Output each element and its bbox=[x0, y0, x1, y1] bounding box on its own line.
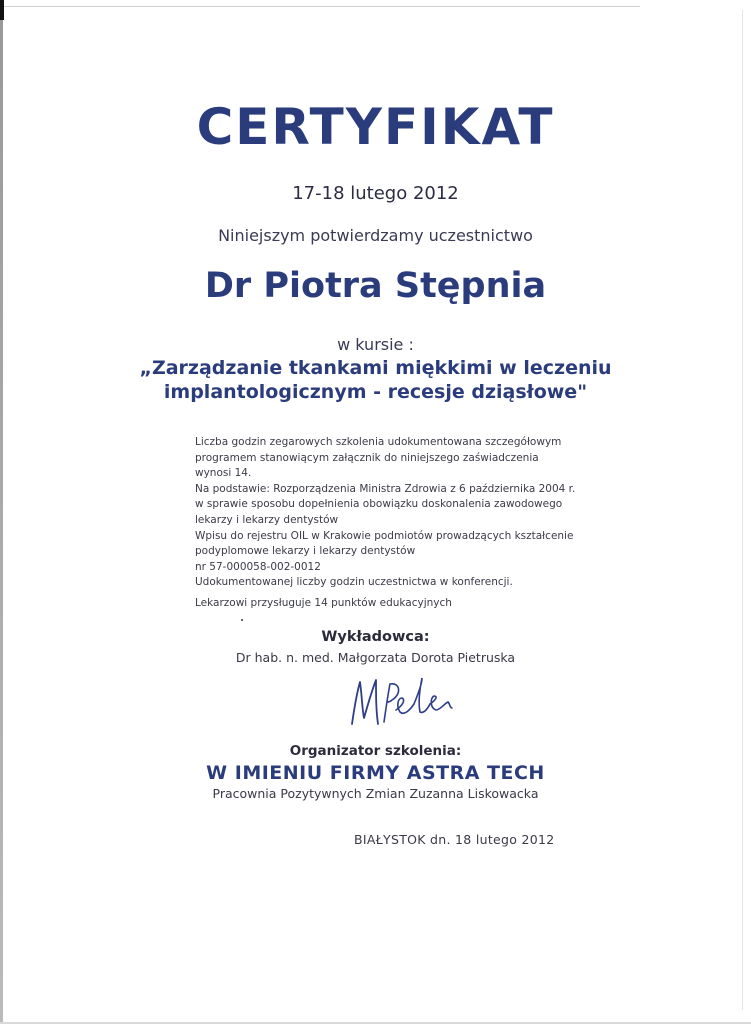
detail-line: lekarzy i lekarzy dentystów bbox=[195, 513, 339, 526]
detail-line: Liczba godzin zegarowych szkolenia udokumentowana szczegółowym bbox=[195, 436, 562, 448]
certificate-title: CERTYFIKAT bbox=[196, 98, 555, 156]
lecturer-label: Wykładowca: bbox=[321, 629, 430, 645]
lecturer-name: Dr hab. n. med. Małgorzata Dorota Pietruska bbox=[235, 650, 516, 665]
detail-line: podyplomowe lekarzy i lekarzy dentystów bbox=[195, 545, 416, 558]
detail-line: programem stanowiącym załącznik do niniejszego zaświadczenia bbox=[195, 451, 539, 464]
event-date: 17-18 lutego 2012 bbox=[292, 183, 459, 204]
course-title bbox=[0, 356, 751, 404]
scan-edge-tick bbox=[0, 0, 4, 20]
detail-line: Udokumentowanej liczby godzin uczestnictwa w konferencji. bbox=[195, 576, 513, 589]
detail-line: Wpisu do rejestru OIL w Krakowie podmiotów prowadzących kształcenie bbox=[195, 529, 574, 542]
scan-dot bbox=[241, 619, 243, 621]
detail-line: Na podstawie: Rozporządzenia Ministra Zdrowia z 6 października 2004 r. bbox=[195, 482, 576, 495]
participant-name: Dr Piotra Stępnia bbox=[204, 266, 547, 306]
place-and-date: BIAŁYSTOK dn. 18 lutego 2012 bbox=[354, 832, 555, 847]
course-intro: w kursie : bbox=[337, 335, 414, 354]
scan-edge-top bbox=[0, 6, 640, 7]
organizer-subtitle: Pracownia Pozytywnych Zmian Zuzanna Liskowacka bbox=[212, 786, 539, 801]
detail-line: w sprawie sposobu dopełnienia obowiązku doskonalenia zawodowego bbox=[195, 498, 563, 511]
organizer-company: W IMIENIU FIRMY ASTRA TECH bbox=[206, 762, 545, 784]
detail-line: nr 57-000058-002-0012 bbox=[195, 560, 321, 573]
lecturer-signature bbox=[340, 670, 470, 732]
course-details bbox=[195, 435, 655, 591]
education-points: Lekarzowi przysługuje 14 punktów edukacyjnych bbox=[195, 597, 452, 609]
detail-line: wynosi 14. bbox=[195, 467, 252, 480]
course-title-line1: „Zarządzanie tkankami miękkimi w leczeniu bbox=[139, 357, 612, 379]
scan-edge-right bbox=[742, 10, 743, 1010]
course-title-line2: implantologicznym - recesje dziąsłowe" bbox=[163, 381, 588, 403]
confirmation-text: Niniejszym potwierdzamy uczestnictwo bbox=[218, 226, 533, 245]
organizer-label: Organizator szkolenia: bbox=[289, 743, 462, 759]
